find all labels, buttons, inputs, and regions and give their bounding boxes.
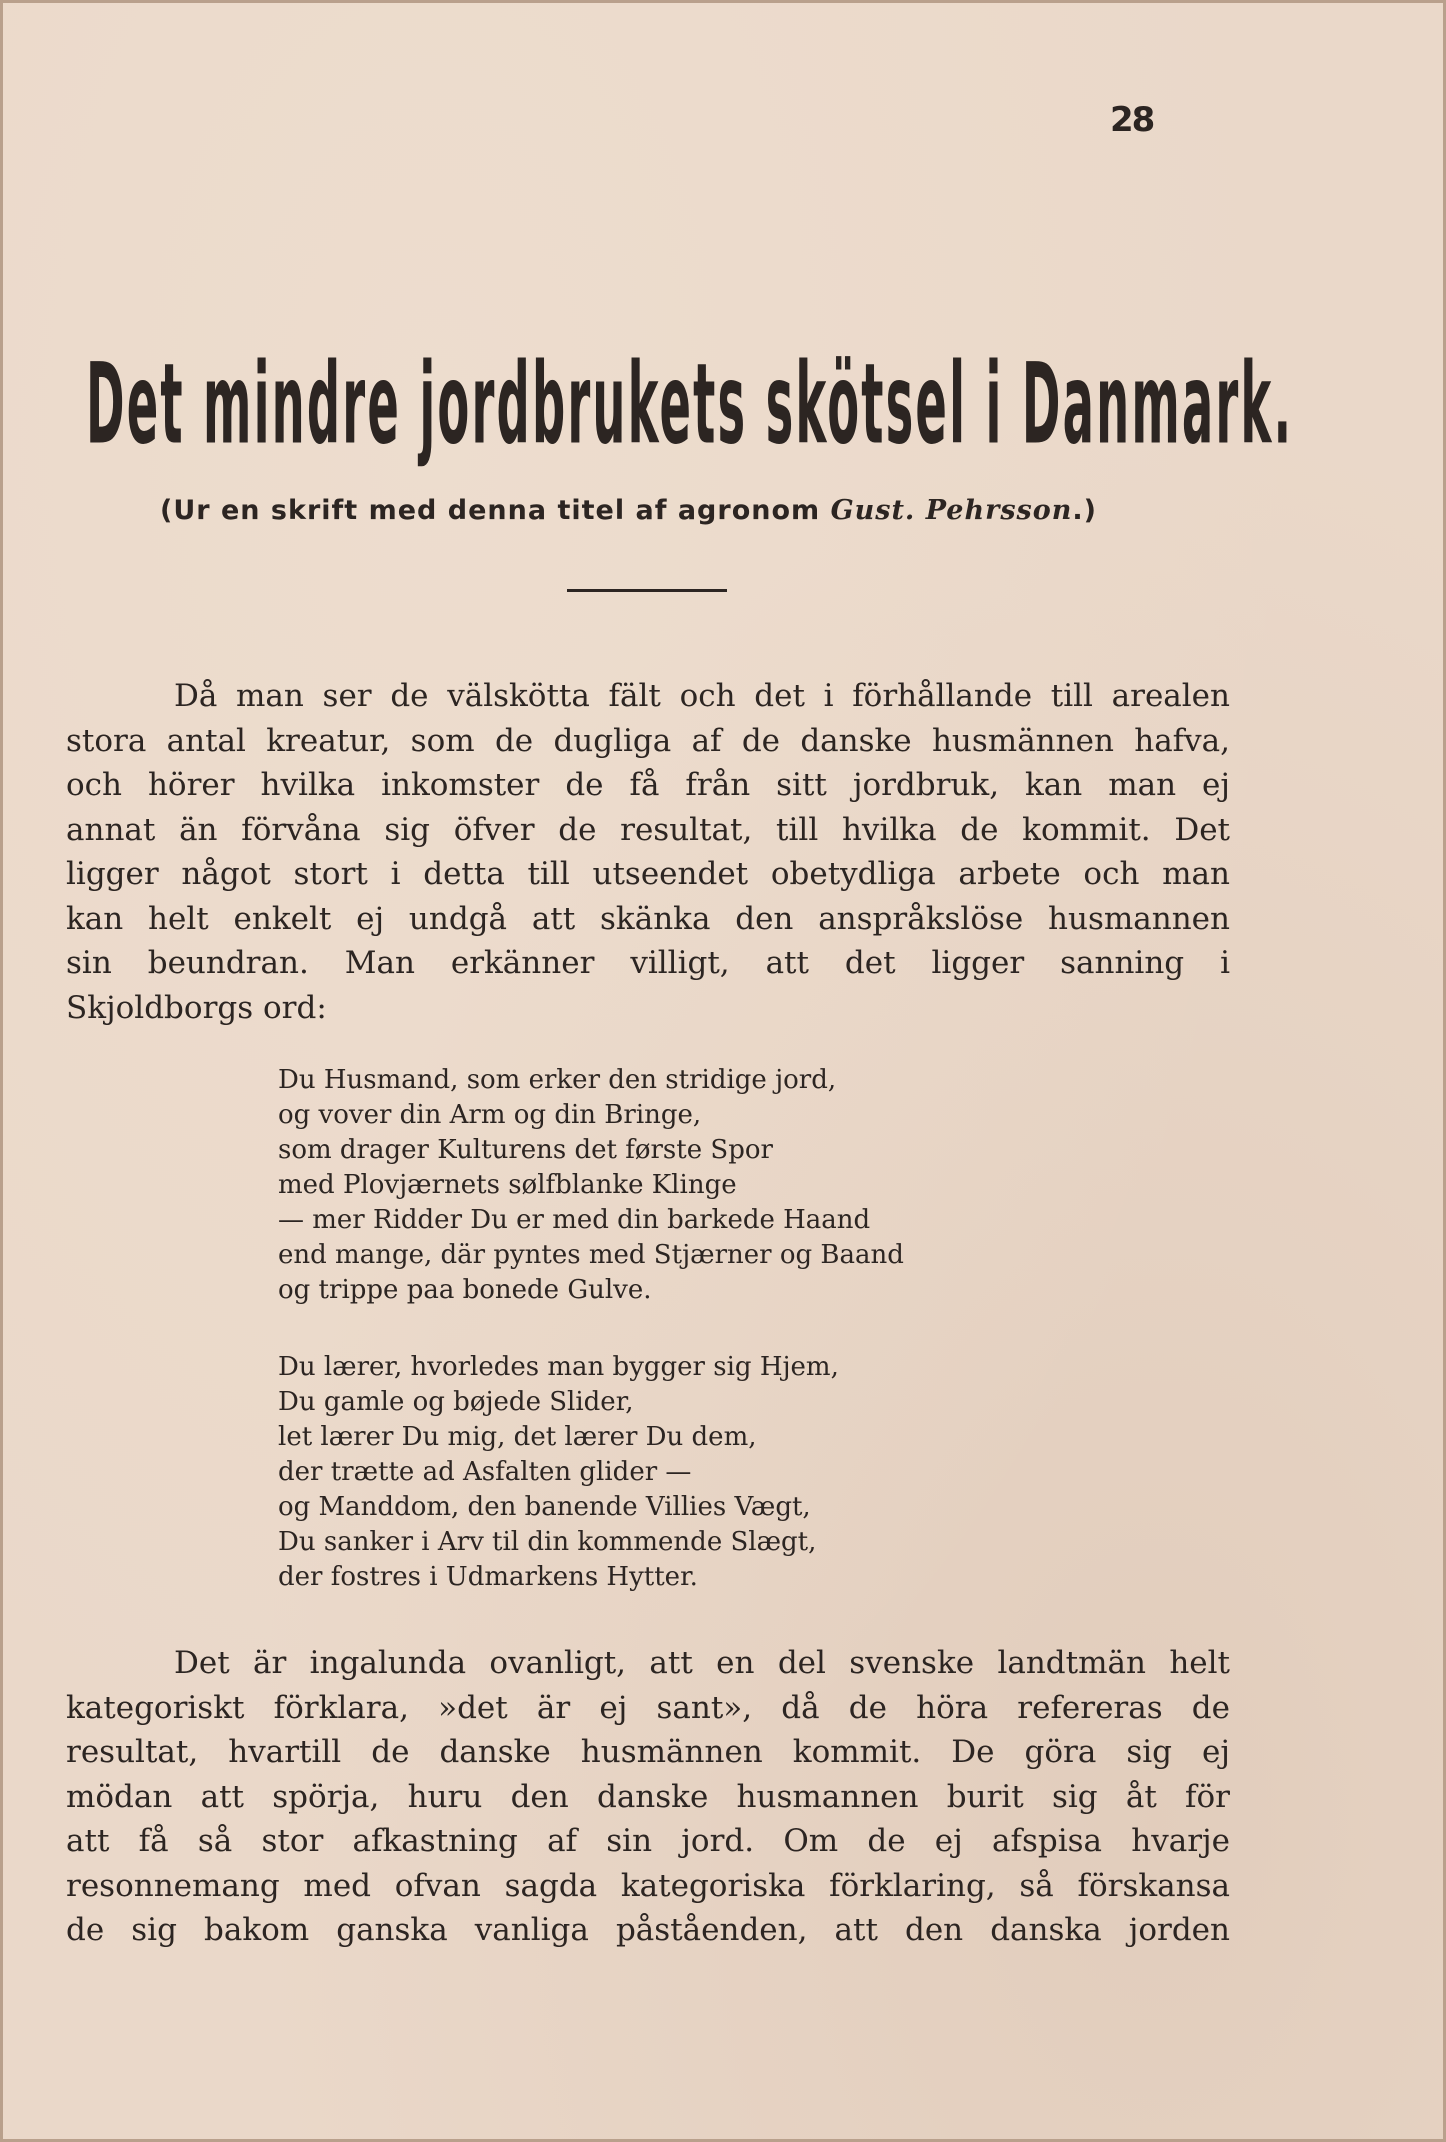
text-line: stora antal kreatur, som de dugliga af de danske husmännen hafva, <box>66 722 1230 759</box>
poem-line: og trippe paa bonede Gulve. <box>278 1275 652 1305</box>
text-line: sin beundran. Man erkänner villigt, att det ligger sanning i <box>66 945 1230 981</box>
text-line: de sig bakom ganska vanliga påståenden, att den danska jorden <box>66 1912 1230 1948</box>
poem-line: med Plovjærnets sølfblanke Klinge <box>278 1170 737 1200</box>
paragraph-intro <box>66 674 1230 1030</box>
poem-line: Du Husmand, som erker den stridige jord, <box>278 1065 837 1095</box>
poem-line: og vover din Arm og din Bringe, <box>278 1100 702 1130</box>
poem-stanza-2 <box>278 1350 839 1595</box>
text-line: Då man ser de välskötta fält och det i förhållande till arealen <box>174 678 1230 714</box>
subtitle-prefix: (Ur en skrift med denna titel af agronom <box>160 495 831 526</box>
text-line: resultat, hvartill de danske husmännen kommit. De göra sig ej <box>66 1734 1230 1770</box>
poem-line: der fostres i Udmarkens Hytter. <box>278 1562 698 1592</box>
paragraph-second <box>66 1641 1230 1953</box>
text-line: Skjoldborgs ord: <box>66 989 327 1026</box>
text-line: kategoriskt förklara, »det är ej sant», då de höra refereras de <box>66 1689 1230 1726</box>
page-number: 28 <box>1110 100 1154 140</box>
poem-line: Du lærer, hvorledes man bygger sig Hjem, <box>278 1352 839 1382</box>
poem-line: som drager Kulturens det første Spor <box>278 1135 773 1165</box>
poem-line: let lærer Du mig, det lærer Du dem, <box>278 1422 757 1452</box>
poem-line: end mange, där pyntes med Stjærner og Baand <box>278 1240 904 1270</box>
subtitle-author: Gust. Pehrsson <box>830 495 1073 526</box>
poem-line: der trætte ad Asfalten glider — <box>278 1457 692 1487</box>
text-line: att få så stor afkastning af sin jord. Om de ej afspisa hvarje <box>66 1823 1230 1859</box>
text-line: resonnemang med ofvan sagda kategoriska förklaring, så förskansa <box>66 1867 1230 1904</box>
text-line: mödan att spörja, huru den danske husmannen burit sig åt för <box>66 1778 1230 1815</box>
text-line: och hörer hvilka inkomster de få från sitt jordbruk, kan man ej <box>66 767 1230 803</box>
text-line: kan helt enkelt ej undgå att skänka den anspråkslöse husmannen <box>66 900 1230 937</box>
article-subtitle <box>160 495 1097 526</box>
poem-line: Du sanker i Arv til din kommende Slægt, <box>278 1527 817 1557</box>
poem-line: Du gamle og bøjede Slider, <box>278 1387 634 1417</box>
poem-stanza-1 <box>278 1063 904 1308</box>
title-divider <box>567 589 727 592</box>
text-line: ligger något stort i detta till utseendet obetydliga arbete och man <box>66 856 1230 892</box>
text-line: Det är ingalunda ovanligt, att en del svenske landtmän helt <box>174 1645 1230 1681</box>
text-line: annat än förvåna sig öfver de resultat, till hvilka de kommit. Det <box>66 811 1230 848</box>
subtitle-suffix: .) <box>1072 495 1097 526</box>
article-title: Det mindre jordbrukets skötsel i Danmark. <box>86 340 1294 470</box>
poem-line: — mer Ridder Du er med din barkede Haand <box>278 1205 871 1235</box>
poem-line: og Manddom, den banende Villies Vægt, <box>278 1492 811 1522</box>
